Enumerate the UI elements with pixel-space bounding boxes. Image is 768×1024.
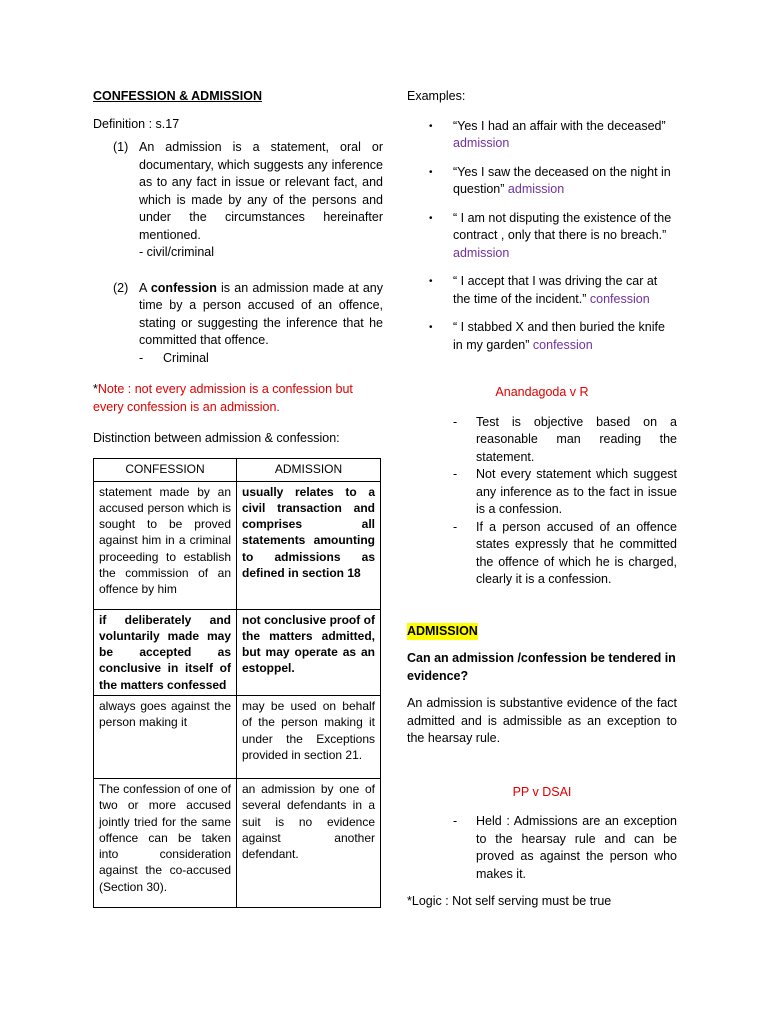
example-label: admission [507,182,565,196]
table-row [94,778,381,907]
example-text: “Yes I saw the deceased on the night in question” [453,164,671,196]
definition-text-rest: is an admission made at any time by a person accused of an offence, stating or suggesting the inference that he committed that offence. [139,280,384,347]
admission-section [407,623,677,641]
table-cell: The confession of one of two or more accused jointly tried for the same offence can be taken into consideration against the co-accused (Section 30). [94,778,237,907]
bullet-marker: • [429,212,433,224]
definition-term: confession [150,280,217,295]
dash-marker: - [453,519,458,534]
admission-heading: ADMISSION [407,623,478,641]
table-row [94,481,381,609]
example-item [407,210,677,263]
case-point-text: Held : Admissions are an exception to the hearsay rule and can be proved as against the person who makes it. [476,814,677,881]
table-row [94,609,381,695]
definition-text: An admission is a statement, oral or documentary, which suggests any inference as to any fact in issue or relevant fact, and which is made by any of the persons and under the circumstances hereinafter mentioned. [139,140,383,242]
distinction-table [93,458,381,908]
table-cell: an admission by one of several defendants in a suit is no evidence against another defendant. [237,778,381,907]
dash-marker: - [453,467,458,481]
case-point-text: If a person accused of an offence states expressly that he committed the offence of which he is charged, clearly it is a confession. [476,519,677,586]
definition-sub [139,350,383,368]
case-point-text: Not every statement which suggest any inference as to the fact in issue is a confession. [476,467,677,516]
case-point [407,414,677,467]
bullet-marker: • [429,322,433,333]
dash-marker: - [139,350,144,365]
case1-points [407,414,677,589]
case2-points [407,813,677,883]
logic-note: *Logic : Not self serving must be true [407,894,612,908]
definition-item-1 [93,139,383,262]
table-cell: always goes against the person making it [94,695,237,778]
definition-number: (1) [113,140,129,154]
example-label: admission [453,245,510,260]
example-item [407,164,677,199]
table-cell: usually relates to a civil transaction and comprises all statements amounting to admissions as defined in section 18 [237,481,381,609]
dash-marker: - [453,814,458,828]
example-label: confession [532,337,593,352]
table-header-row [94,458,381,481]
dash-marker: - [453,414,458,429]
example-item [407,118,677,153]
definition-list [93,139,383,367]
example-text: “ I accept that I was driving the car at the time of the incident.” [453,274,658,306]
bullet-marker: • [429,276,433,287]
definition-item-2 [93,280,383,368]
note-text: Note : not every admission is a confession but every confession is an admission. [93,382,353,414]
example-item [407,273,677,308]
definition-sub-text: Criminal [163,350,209,365]
case-name-pp-dsai: PP v DSAI [512,784,572,799]
definition-sub: - civil/criminal [139,245,214,259]
bullet-marker: • [429,120,433,132]
example-text: “Yes I had an affair with the deceased” [453,118,666,133]
table-cell: if deliberately and voluntarily made may be accepted as conclusive in itself of the matters confessed [94,609,237,695]
note-star: * [93,382,98,396]
examples-heading: Examples: [407,89,466,103]
example-text: “ I am not disputing the existence of the contract , only that there is no breach.” [453,210,672,242]
example-label: confession [589,291,650,306]
definition-number: (2) [113,280,129,295]
admission-answer: An admission is substantive evidence of the fact admitted and is admissible as an exception to the hearsay rule. [407,696,677,745]
case-point-text: Test is objective based on a reasonable man reading the statement. [476,414,677,464]
example-item [407,319,677,354]
case-point [407,466,677,519]
left-column [93,88,383,908]
case-name-anandagoda: Anandagoda v R [495,385,589,399]
definition-text [139,280,383,350]
examples-list [407,118,677,355]
right-column [407,88,677,911]
page-title: CONFESSION & ADMISSION [93,89,262,103]
definition-heading: Definition : s.17 [93,116,180,131]
case-point [407,813,677,883]
distinction-heading: Distinction between admission & confession: [93,431,340,445]
case-point [407,519,677,589]
table-header: ADMISSION [237,458,381,481]
table-row [94,695,381,778]
table-cell: not conclusive proof of the matters admitted, but may operate as an estoppel. [237,609,381,695]
bullet-marker: • [429,166,433,178]
note [93,381,383,416]
example-text: “ I stabbed X and then buried the knife in my garden” [453,320,665,352]
table-header: CONFESSION [94,458,237,481]
example-label: admission [453,136,510,150]
table-cell: statement made by an accused person which is sought to be proved against him in a criminal proceeding to establish the commission of an offence by him [94,481,237,609]
definition-text-lead: A [139,280,151,295]
table-cell: may be used on behalf of the person making it under the Exceptions provided in section 21. [237,695,381,778]
admission-question: Can an admission /confession be tendered in evidence? [407,651,676,683]
